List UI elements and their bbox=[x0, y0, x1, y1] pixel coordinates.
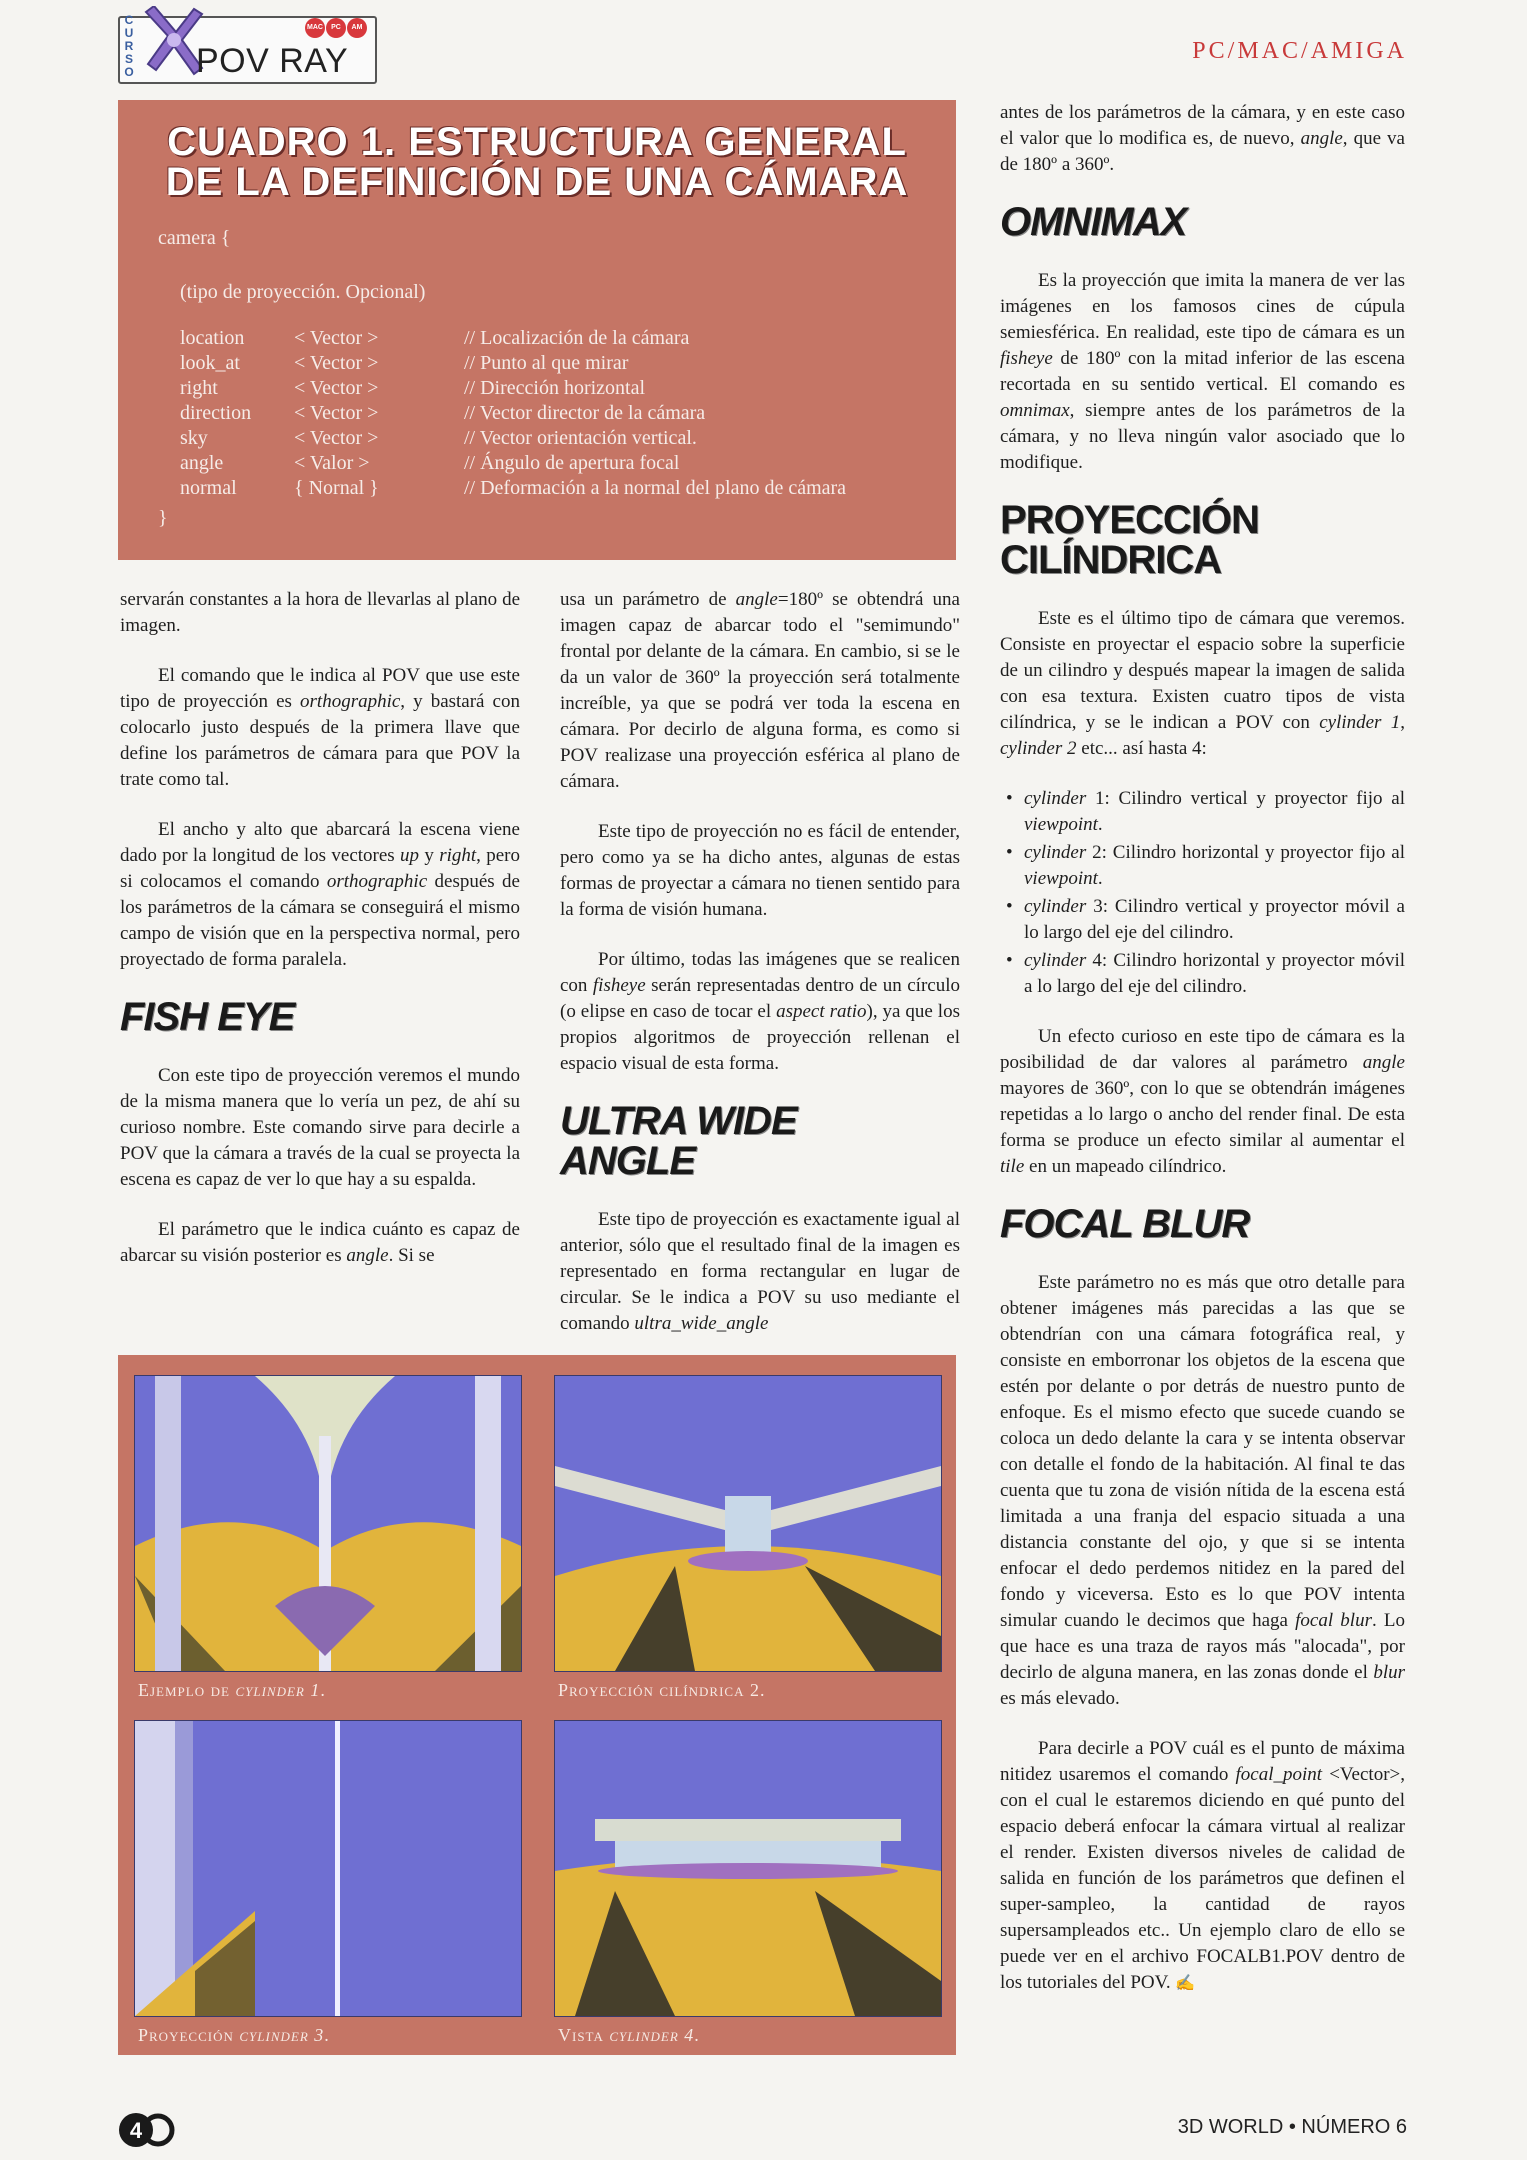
paragraph: servarán constantes a la hora de llevarlas al plano de imagen. bbox=[120, 589, 520, 636]
paragraph: Este tipo de proyección es exactamente igual al anterior, sólo que el resultado final de la imagen es representado en forma rectangular en lugar de circular. Se le indica a POV su uso mediante el comando ultra_wide_angle bbox=[560, 1209, 960, 1334]
code-comment: // Deformación a la normal del plano de cámara bbox=[464, 477, 847, 499]
code-key: look_at bbox=[180, 352, 240, 374]
caption-cylinder-2: Proyección cilíndrica 2. bbox=[558, 1680, 766, 1700]
paragraph: Con este tipo de proyección veremos el mundo de la misma manera que lo vería un pez, de ahí su curioso nombre. Este comando sirve para decirle a POV que la cámara a través de la cual se proyecta la escena es capaz de ver lo que hay a su espalda. bbox=[120, 1065, 520, 1190]
page-number bbox=[116, 2110, 176, 2155]
code-comment: // Localización de la cámara bbox=[464, 327, 690, 349]
magazine-issue: 3D WORLD • NÚMERO 6 bbox=[1177, 2116, 1407, 2138]
cylinder-types-list bbox=[1000, 786, 1405, 1000]
code-type: { Nornal } bbox=[294, 477, 379, 499]
caption-cylinder-1: Ejemplo de cylinder 1. bbox=[138, 1680, 326, 1700]
paragraph: usa un parámetro de angle=180º se obtendrá una imagen capaz de abarcar todo el "semimundo" frontal por delante de la cámara. En cambio, si se le da un valor de 360º la proyección será totalmente increíble, ya que se podrá ver toda la escena en cámara. Por decirlo de alguna forma, es como si POV realizase una proyección esférica al plano de cámara. bbox=[560, 589, 960, 792]
code-key: sky bbox=[180, 427, 208, 449]
code-comment: // Punto al que mirar bbox=[464, 352, 629, 374]
paragraph: Este parámetro no es más que otro detalle para obtener imágenes más parecidas a las que se obtendrían con una cámara fotográfica real, y consiste en emborronar los objetos de la escena que estén por delante o por detrás de nuestro punto de enfoque. Es el mismo efecto que sucede cuando se coloca un dedo delante la cara y se intenta observar con detalle el fondo de la habitación. Al final te das cuenta que tu zona de visión nítida de la escena está limitada a una franja del espacio situada a una distancia constante del ojo, y que si se intenta enfocar el dedo perdemos nitidez en la pared del fondo y viceversa. Esto es lo que POV intenta simular cuando le decimos que haga focal blur. Lo que hace es una traza de rayos más "alocada", por decirlo de alguna manera, en las zonas donde el blur es más elevado. bbox=[1000, 1272, 1406, 1709]
pc-badge: PC bbox=[326, 18, 346, 38]
code-type: < Vector > bbox=[294, 352, 379, 374]
code-comment: // Dirección horizontal bbox=[464, 377, 646, 399]
render-image-cylinder-4 bbox=[554, 1720, 942, 2017]
code-projection: (tipo de proyección. Opcional) bbox=[180, 281, 426, 303]
code-comment: // Ángulo de apertura focal bbox=[464, 452, 680, 474]
heading-fish-eye: FISH EYE bbox=[120, 995, 295, 1039]
code-key: direction bbox=[180, 402, 252, 424]
render-image-cylinder-1 bbox=[134, 1375, 522, 1672]
code-key: angle bbox=[180, 452, 224, 474]
platform-badges bbox=[305, 16, 368, 38]
paragraph: antes de los parámetros de la cámara, y en este caso el valor que lo modifica es, de nuevo, angle, que va de 180º a 360º. bbox=[1000, 102, 1405, 175]
code-open: camera { bbox=[158, 227, 231, 249]
code-key: normal bbox=[180, 477, 237, 499]
paragraph: Es la proyección que imita la manera de ver las imágenes en los famosos cines de cúpula semiesférica. En realidad, este tipo de cámara es un fisheye de 180º con la mitad inferior de las escena recortada en su sentido vertical. El comando es omnimax, siempre antes de los parámetros de la cámara, y no lleva ningún valor asociado que lo modifique. bbox=[1000, 270, 1405, 473]
render-examples-panel bbox=[118, 1355, 956, 2055]
code-key: right bbox=[180, 377, 218, 399]
paragraph: Este tipo de proyección no es fácil de entender, pero como ya se ha dicho antes, algunas de estas formas de proyectar a cámara no tienen sentido para la forma de visión humana. bbox=[560, 821, 960, 920]
caption-cylinder-4: Vista cylinder 4. bbox=[558, 2025, 700, 2045]
column-1 bbox=[120, 587, 520, 1293]
box-title: CUADRO 1. ESTRUCTURA GENERAL DE LA DEFINICIÓN DE UNA CÁMARA bbox=[165, 120, 909, 204]
paragraph: Este es el último tipo de cámara que veremos. Consiste en proyectar el espacio sobre la superficie de un cilindro y después mapear la imagen de salida con esa textura. Existen cuatro tipos de vista cilíndrica, y se le indican a POV con cylinder 1, cylinder 2 etc... así hasta 4: bbox=[1000, 608, 1405, 759]
code-comment: // Vector orientación vertical. bbox=[464, 427, 697, 449]
code-type: < Vector > bbox=[294, 327, 379, 349]
code-type: < Vector > bbox=[294, 402, 379, 424]
list-item: • cylinder 1: Cilindro vertical y proyector fijo al viewpoint. bbox=[1018, 786, 1405, 838]
paragraph: El ancho y alto que abarcará la escena viene dado por la longitud de los vectores up y right, pero si colocamos el comando orthographic después de los parámetros de la cámara se conseguirá el mismo campo de visión que en la perspectiva normal, pero proyectado de forma paralela. bbox=[120, 819, 521, 970]
render-image-cylinder-2 bbox=[554, 1375, 942, 1672]
code-type: < Valor > bbox=[294, 452, 370, 474]
list-item: • cylinder 2: Cilindro horizontal y proyector fijo al viewpoint. bbox=[1018, 840, 1405, 892]
paragraph: El comando que le indica al POV que use este tipo de proyección es orthographic, y bastará con colocarlo justo después de la primera llave que define los parámetros de cámara para que POV la trate como tal. bbox=[120, 665, 520, 790]
code-type: < Vector > bbox=[294, 427, 379, 449]
amiga-badge: AM bbox=[347, 18, 367, 38]
code-comment: // Vector director de la cámara bbox=[464, 402, 706, 424]
heading-ultra-wide-angle: ULTRA WIDE ANGLE bbox=[560, 1099, 797, 1183]
code-key: location bbox=[180, 327, 245, 349]
mac-badge: MAC bbox=[305, 18, 325, 38]
list-item: • cylinder 4: Cilindro horizontal y proyector móvil a lo largo del eje del cilindro. bbox=[1018, 948, 1405, 1000]
render-image-cylinder-3 bbox=[134, 1720, 522, 2017]
paragraph: Para decirle a POV cuál es el punto de máxima nitidez usaremos el comando focal_point <Vector>, con el cual le estaremos diciendo en qué punto del espacio deberá enfocar la cámara virtual al realizar el render. Existen diversos niveles de calidad de salida en función de los parámetros que definen el super-sampleo, la cantidad de rayos supersampleados etc.. Un ejemplo claro de ello se puede ver en el archivo FOCALB1.POV dentro de los tutoriales del POV. ✍ bbox=[1000, 1738, 1405, 1993]
column-2 bbox=[560, 587, 960, 1361]
heading-proyeccion-cilindrica: PROYECCIÓN CILÍNDRICA bbox=[1000, 498, 1259, 582]
svg-text:4: 4 bbox=[129, 2118, 143, 2143]
heading-omnimax: OMNIMAX bbox=[1000, 200, 1187, 244]
caption-cylinder-3: Proyección cylinder 3. bbox=[138, 2025, 330, 2045]
pencil-icon: ✍ bbox=[1175, 1975, 1196, 1992]
code-type: < Vector > bbox=[294, 377, 379, 399]
list-item: • cylinder 3: Cilindro vertical y proyector móvil a lo largo del eje del cilindro. bbox=[1018, 894, 1405, 946]
camera-structure-box bbox=[118, 100, 956, 560]
platforms-header: PC/MAC/AMIGA bbox=[1192, 38, 1407, 64]
heading-focal-blur: FOCAL BLUR bbox=[1000, 1202, 1250, 1246]
course-vertical-label: C U R S O bbox=[124, 13, 134, 79]
logo-title: POV RAY bbox=[196, 42, 349, 80]
paragraph: Un efecto curioso en este tipo de cámara es la posibilidad de dar valores al parámetro angle mayores de 360º, con lo que se obtendrán imágenes repetidas a lo largo o ancho del render final. De esta forma se produce un efecto similar al aumentar el tile en un mapeado cilíndrico. bbox=[1000, 1026, 1405, 1177]
column-3 bbox=[1000, 100, 1405, 2021]
code-close: } bbox=[158, 507, 168, 529]
paragraph: El parámetro que le indica cuánto es capaz de abarcar su visión posterior es angle. Si se bbox=[120, 1219, 520, 1266]
paragraph: Por último, todas las imágenes que se realicen con fisheye serán representadas dentro de un círculo (o elipse en caso de tocar el aspect ratio), ya que los propios algoritmos de proyección rellenan el espacio visual de esta forma. bbox=[560, 949, 961, 1074]
